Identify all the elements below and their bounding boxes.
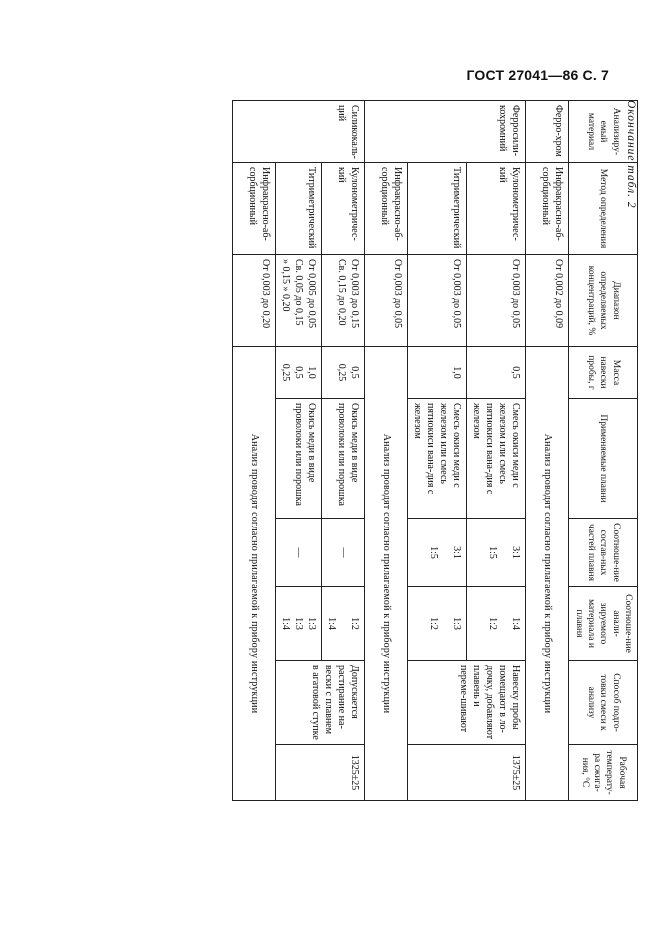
column-header: Анализиру-емый материал xyxy=(569,101,638,163)
range-cell: От 0,002 до 0,09 xyxy=(526,255,569,347)
material-cell: Ферро-хром xyxy=(526,101,569,163)
page-header: ГОСТ 27041—86 С. 7 xyxy=(466,67,609,83)
flux-ratio-cell: — xyxy=(322,519,365,587)
material-cell: Ферросили-кохромний xyxy=(365,101,526,163)
instruction-note: Анализ проводят согласно прилагаемой к прибору инструкции xyxy=(233,347,276,801)
table-row xyxy=(365,101,408,801)
column-header: Метод определения xyxy=(569,163,638,255)
column-header: Диапазон определяемых концентраций, % xyxy=(569,255,638,347)
table-2 xyxy=(232,100,638,801)
material-ratio: 1:4 xyxy=(326,617,338,630)
material-ratio: 1:2 xyxy=(487,617,499,630)
temperature-cell: 1325±25 xyxy=(276,745,365,801)
mass-cell: 0,5 xyxy=(467,347,526,399)
material-ratio: 1:3 xyxy=(293,617,305,630)
mass-value: 0,5 xyxy=(349,366,361,379)
flux-ratio-cell xyxy=(408,519,467,587)
flux-ratio: 1:5 xyxy=(428,546,440,559)
range-cell: От 0,003 до 0,05 xyxy=(408,255,467,347)
material-ratio: 1:3 xyxy=(306,617,318,630)
table-rotated xyxy=(82,100,638,800)
range-value: » 0,15 » 0,20 xyxy=(280,259,292,312)
temperature-cell: 1375±25 xyxy=(408,745,526,801)
prep-cell: Допускается растирание на-вески с плавнем в агатовой ступке xyxy=(276,661,365,745)
mass-cell xyxy=(276,347,322,399)
material-ratio: 1:4 xyxy=(280,617,292,630)
method-cell: Инфракрасно-аб-сорбционный xyxy=(365,163,408,255)
flux-cell: Окись меди в виде проволоки или порошка xyxy=(276,399,322,519)
material-ratio-cell xyxy=(276,587,322,661)
column-header: Способ подго-товки смеси к анализу xyxy=(569,661,638,745)
range-cell: От 0,003 до 0,20 xyxy=(233,255,276,347)
table-row xyxy=(467,101,526,801)
table-row xyxy=(233,101,276,801)
instruction-note: Анализ проводят согласно прилагаемой к прибору инструкции xyxy=(365,347,408,801)
method-cell: Кулонометричес-кий xyxy=(322,163,365,255)
range-cell: От 0,003 до 0,05 xyxy=(365,255,408,347)
flux-cell: Смесь окиси меди с железом или смесь пятиокиси вана-дия с железом xyxy=(408,399,467,519)
range-cell xyxy=(276,255,322,347)
column-header: Соотноше-ние анали-зируемого материала и плавня xyxy=(569,587,638,661)
material-ratio: 1:2 xyxy=(349,617,361,630)
instruction-note: Анализ проводят согласно прилагаемой к прибору инструкции xyxy=(526,347,569,801)
material-ratio-cell xyxy=(322,587,365,661)
mass-value: 0,5 xyxy=(293,366,305,379)
table-header-row xyxy=(569,101,638,801)
range-cell xyxy=(322,255,365,347)
flux-ratio-cell xyxy=(467,519,526,587)
material-ratio-cell xyxy=(408,587,467,661)
column-header: Соотноше-ние состав-ных частей плавня xyxy=(569,519,638,587)
method-cell: Инфракрасно-аб-сорбционный xyxy=(233,163,276,255)
flux-ratio: 1:5 xyxy=(487,546,499,559)
material-ratio: 1:3 xyxy=(451,617,463,630)
material-cell: Силикокаль-ций xyxy=(233,101,365,163)
table-row xyxy=(322,101,365,801)
range-value: От 0,003 до 0,15 xyxy=(349,259,361,329)
flux-cell: Окись меди в виде проволоки или порошка xyxy=(322,399,365,519)
mass-value: 1,0 xyxy=(306,366,318,379)
method-cell: Инфракрасно-аб-сорбционный xyxy=(526,163,569,255)
table-caption: Окончание табл. 2 xyxy=(625,100,637,209)
mass-value: 0,25 xyxy=(280,363,292,382)
range-value: Св. 0,15 до 0,20 xyxy=(336,259,348,326)
mass-value: 0,25 xyxy=(336,363,348,382)
material-ratio: 1:2 xyxy=(428,617,440,630)
range-value: Св. 0,05 до 0,15 xyxy=(293,259,305,326)
column-header: Рабочая температу-ра сжига-ния, °С xyxy=(569,745,638,801)
mass-cell xyxy=(322,347,365,399)
material-ratio-cell xyxy=(467,587,526,661)
flux-ratio-cell: — xyxy=(276,519,322,587)
flux-ratio: 3:1 xyxy=(510,546,522,559)
range-cell: От 0,003 до 0,05 xyxy=(467,255,526,347)
method-cell: Кулонометричес-кий xyxy=(467,163,526,255)
range-value: От 0,005 до 0,05 xyxy=(306,259,318,329)
method-cell: Титриметрический xyxy=(408,163,467,255)
flux-cell: Смесь окиси меди с железом или смесь пятиокиси вана-дия с железом xyxy=(467,399,526,519)
mass-cell: 1,0 xyxy=(408,347,467,399)
column-header: Применяемые плавни xyxy=(569,399,638,519)
method-cell: Титриметрический xyxy=(276,163,322,255)
column-header: Масса навески пробы, г xyxy=(569,347,638,399)
flux-ratio: 3:1 xyxy=(451,546,463,559)
prep-cell: Навеску пробы помещают в ло-дочку, добавляют плавень и переме-шивают xyxy=(408,661,526,745)
material-ratio: 1:4 xyxy=(510,617,522,630)
table-row xyxy=(526,101,569,801)
